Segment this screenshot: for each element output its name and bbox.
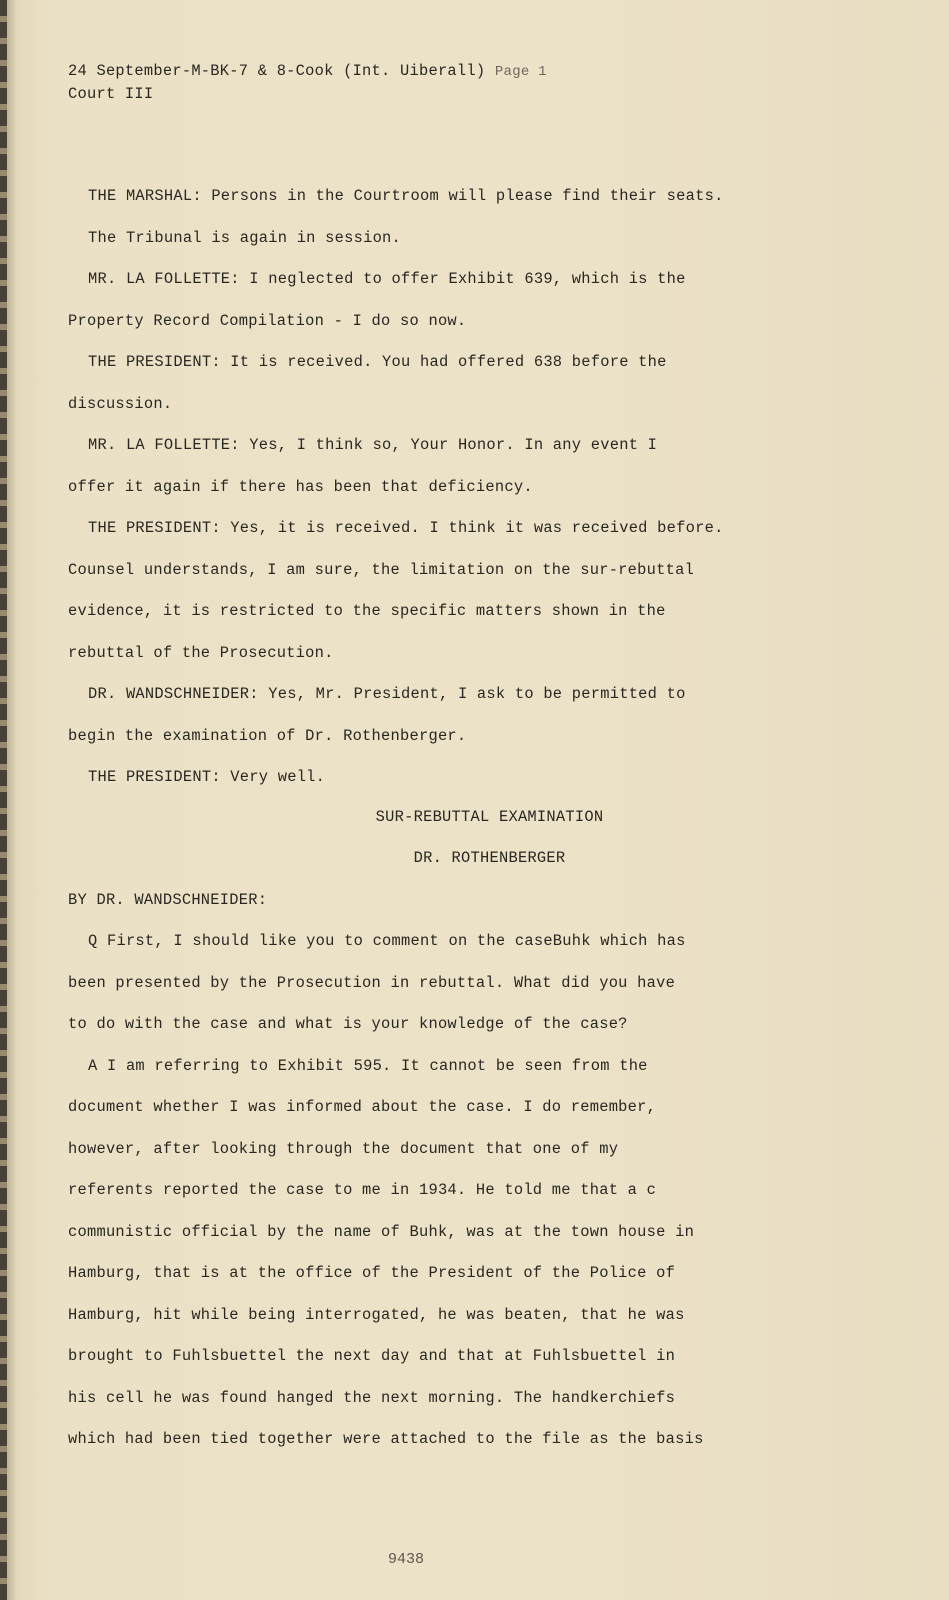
binding-edge bbox=[0, 0, 7, 1600]
transcript-line: A I am referring to Exhibit 595. It cannot be seen from the bbox=[88, 1057, 648, 1075]
transcript-line: MR. LA FOLLETTE: I neglected to offer Exhibit 639, which is the bbox=[88, 270, 686, 288]
transcript-line: THE MARSHAL: Persons in the Courtroom will please find their seats. bbox=[88, 187, 724, 205]
transcript-line: Hamburg, that is at the office of the President of the Police of bbox=[68, 1264, 676, 1282]
transcript-line: DR. WANDSCHNEIDER: Yes, Mr. President, I ask to be permitted to bbox=[88, 685, 686, 703]
section-heading: SUR-REBUTTAL EXAMINATION bbox=[375, 808, 604, 826]
transcript-line: Property Record Compilation - I do so now. bbox=[68, 312, 467, 330]
transcript-line: THE PRESIDENT: Very well. bbox=[88, 768, 326, 786]
transcript-line: offer it again if there has been that deficiency. bbox=[68, 478, 533, 496]
transcript-line: document whether I was informed about the case. I do remember, bbox=[68, 1098, 657, 1116]
header-page-label: Page 1 bbox=[494, 64, 547, 80]
header-line-1 bbox=[68, 62, 547, 81]
transcript-line: THE PRESIDENT: Yes, it is received. I think it was received before. bbox=[88, 519, 724, 537]
transcript-line: MR. LA FOLLETTE: Yes, I think so, Your Honor. In any event I bbox=[88, 436, 658, 454]
transcript-line: however, after looking through the document that one of my bbox=[68, 1140, 619, 1158]
header-line-2: Court III bbox=[68, 85, 154, 103]
transcript-line: his cell he was found hanged the next morning. The handkerchiefs bbox=[68, 1389, 676, 1407]
transcript-line: begin the examination of Dr. Rothenberger. bbox=[68, 727, 467, 745]
transcript-line: rebuttal of the Prosecution. bbox=[68, 644, 334, 662]
witness-heading: DR. ROTHENBERGER bbox=[413, 849, 566, 867]
examiner-line: BY DR. WANDSCHNEIDER: bbox=[68, 891, 268, 909]
transcript-line: The Tribunal is again in session. bbox=[88, 229, 402, 247]
transcript-line: discussion. bbox=[68, 395, 173, 413]
transcript-line: Hamburg, hit while being interrogated, he was beaten, that he was bbox=[68, 1306, 685, 1324]
transcript-line: THE PRESIDENT: It is received. You had offered 638 before the bbox=[88, 353, 667, 371]
transcript-line: which had been tied together were attached to the file as the basis bbox=[68, 1430, 704, 1448]
binding-shadow bbox=[7, 0, 17, 1600]
transcript-line: referents reported the case to me in 1934. He told me that a c bbox=[68, 1181, 657, 1199]
transcript-line: to do with the case and what is your knowledge of the case? bbox=[68, 1015, 628, 1033]
transcript-line: brought to Fuhlsbuettel the next day and that at Fuhlsbuettel in bbox=[68, 1347, 676, 1365]
header-case-reference: 24 September-M-BK-7 & 8-Cook (Int. Uiberall) bbox=[68, 62, 486, 80]
page-number: 9438 bbox=[387, 1551, 424, 1568]
transcript-line: Q First, I should like you to comment on the caseBuhk which has bbox=[88, 932, 686, 950]
transcript-line: evidence, it is restricted to the specific matters shown in the bbox=[68, 602, 666, 620]
transcript-line: communistic official by the name of Buhk, was at the town house in bbox=[68, 1223, 695, 1241]
transcript-line: been presented by the Prosecution in rebuttal. What did you have bbox=[68, 974, 676, 992]
transcript-line: Counsel understands, I am sure, the limitation on the sur-rebuttal bbox=[68, 561, 695, 579]
